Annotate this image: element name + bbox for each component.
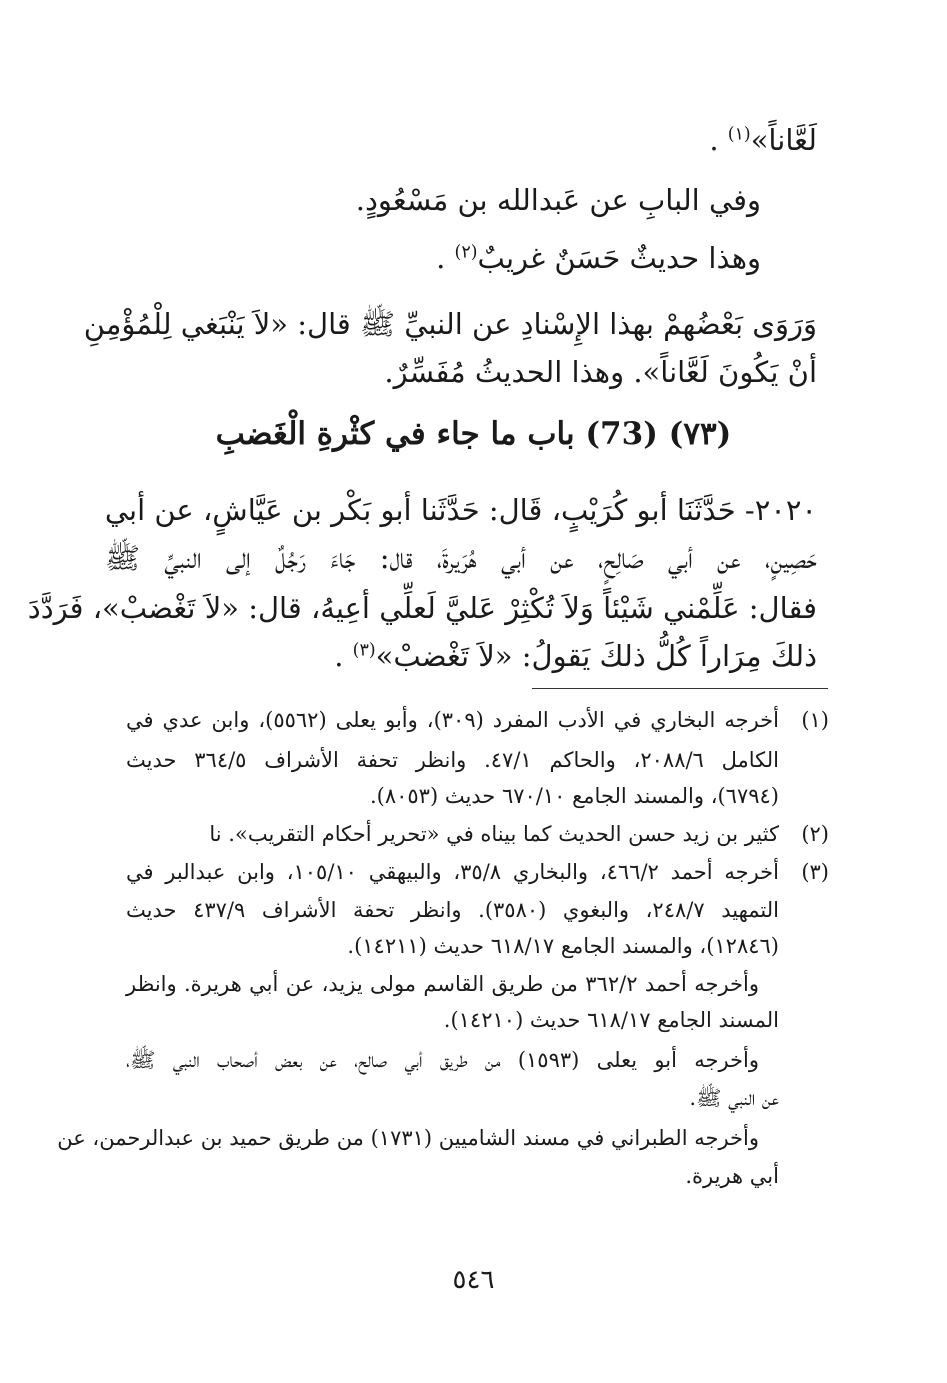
page-number: ٥٤٦ bbox=[452, 1265, 495, 1295]
hadith-line-4-end: . bbox=[334, 639, 353, 673]
text-line-4: وَرَوَى بَعْضُهمْ بهذا الإِسْنادِ عن النبيِّ ﷺ قال: «لاَ يَنْبَغي لِلْمُؤْمِنِ bbox=[83, 307, 817, 341]
footnote-separator bbox=[532, 688, 828, 689]
footnote-2-number: (٢) bbox=[801, 822, 829, 846]
text-line-3 bbox=[436, 238, 761, 278]
footnote-2-line-1: كثير بن زيد حسن الحديث كما بيناه في «تحرير أحكام التقريب». نا bbox=[209, 822, 779, 846]
footnote-ref-1: (١) bbox=[727, 124, 751, 145]
footnote-ref-2: (٢) bbox=[454, 242, 478, 263]
hadith-line-1: ٢٠٢٠- حَدَّثَنَا أبو كُرَيْبٍ، قَال: حَدَّثَنا أبو بَكْر بن عَيَّاشٍ، عن أبي bbox=[104, 493, 817, 527]
text-line-1-end: . bbox=[709, 123, 728, 157]
footnote-1-line-2: الكامل ٢٠٨٨/٦، والحاكم ٤٧/١. وانظر تحفة الأشراف ٣٦٤/٥ حديث bbox=[126, 748, 780, 772]
text-line-3-main: وهذا حديثٌ حَسَنٌ غريبٌ bbox=[477, 241, 761, 275]
text-line-5: أنْ يَكُونَ لَعَّاناً». وهذا الحديثُ مُفَسِّرٌ. bbox=[384, 355, 817, 389]
footnote-3-para-4-line-1: وأخرجه الطبراني في مسند الشاميين (١٧٣١) من طريق حميد بن عبدالرحمن، عن bbox=[57, 1126, 759, 1150]
footnote-3-line-3: (١٢٨٤٦)، والمسند الجامع ٦١٨/١٧ حديث (١٤٢١١). bbox=[347, 934, 779, 958]
footnote-1-line-3: (٦٧٩٤)، والمسند الجامع ٦٧٠/١٠ حديث (٨٠٥٣). bbox=[369, 784, 779, 808]
hadith-line-2: حَصِينٍ، عن أبي صَالِحٍ، عن أبي هُرَيرةَ، قال: جَاءَ رَجُلٌ إلى النبيِّ ﷺ bbox=[105, 541, 817, 575]
footnote-3-para-3-line-2: عن النبي ﷺ. bbox=[689, 1086, 779, 1110]
hadith-line-3: فقال: عَلِّمْني شَيْئاً وَلاَ تُكْثِرْ عَليَّ لَعلِّي أعِيهُ، قال: «لاَ تَغْضبْ»، فَرَدَّدَ bbox=[27, 591, 817, 625]
text-line-3-end: . bbox=[436, 241, 455, 275]
hadith-line-4 bbox=[334, 636, 817, 676]
footnote-3-para-2-line-2: المسند الجامع ٦١٨/١٧ حديث (١٤٢١٠). bbox=[443, 1008, 779, 1032]
footnote-3-line-2: التمهيد ٢٤٨/٧، والبغوي (٣٥٨٠). وانظر تحفة الأشراف ٤٣٧/٩ حديث bbox=[126, 898, 779, 922]
chapter-heading: (٧٣) (73) باب ما جاء في كثْرةِ الْغَضبِ bbox=[215, 416, 732, 452]
footnote-3-para-3-line-1: وأخرجه أبو يعلى (١٥٩٣) من طريق أبي صالح، عن بعض أصحاب النبي ﷺ، bbox=[126, 1048, 759, 1072]
footnote-ref-3: (٣) bbox=[352, 640, 376, 661]
footnote-3-para-4-line-2: أبي هريرة. bbox=[685, 1164, 779, 1188]
text-line-1-main: لَعَّاناً» bbox=[750, 123, 817, 157]
footnote-3-line-1: أخرجه أحمد ٤٦٦/٢، والبخاري ٣٥/٨، والبيهقي ١٠٥/١٠، وابن عبدالبر في bbox=[126, 860, 779, 884]
footnote-1-line-1: أخرجه البخاري في الأدب المفرد (٣٠٩)، وأبو يعلى (٥٥٦٢)، وابن عدي في bbox=[126, 708, 779, 732]
footnote-3-number: (٣) bbox=[801, 860, 829, 884]
footnote-3-para-2-line-1: وأخرجه أحمد ٣٦٢/٢ من طريق القاسم مولى يزيد، عن أبي هريرة. وانظر bbox=[126, 972, 759, 996]
text-line-1 bbox=[709, 120, 817, 160]
text-line-2: وفي البابِ عن عَبدالله بن مَسْعُودٍ. bbox=[355, 183, 761, 217]
hadith-line-4-main: ذلكَ مِرَاراً كُلُّ ذلكَ يَقولُ: «لاَ تَغْضبْ» bbox=[375, 639, 817, 673]
footnote-1-number: (١) bbox=[801, 708, 829, 732]
